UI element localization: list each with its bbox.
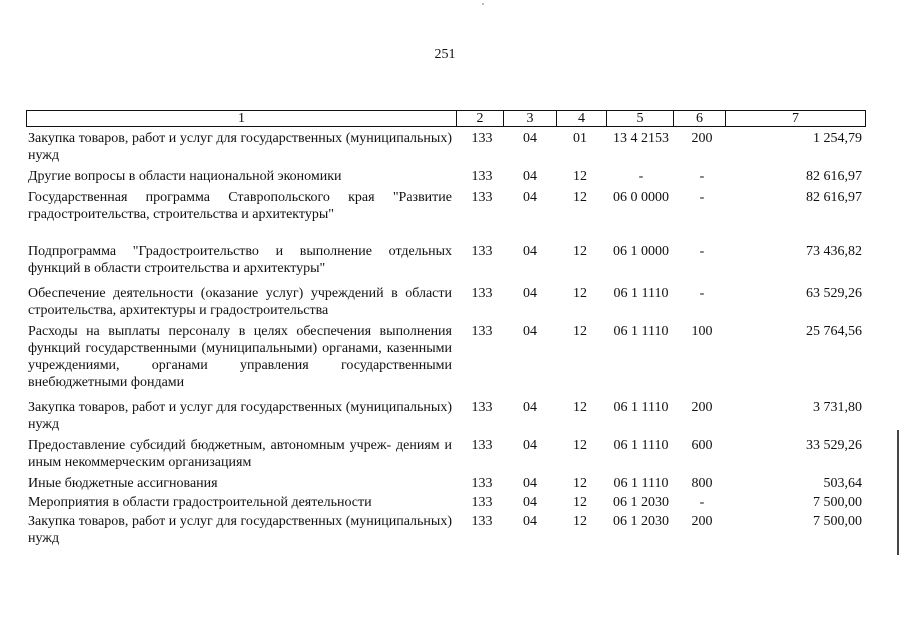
row-expense-type: -	[699, 495, 705, 510]
row-amount: 503,64	[823, 476, 862, 491]
row-subsection: 12	[573, 324, 587, 339]
row-name: Предоставление субсидий бюджетным, автономным учреж- дениям и иным некоммерческим организациям	[28, 438, 452, 470]
row-expense-type: 200	[691, 400, 713, 415]
header-col-5: 5	[607, 111, 674, 126]
table-row	[28, 494, 868, 513]
row-name: Закупка товаров, работ и услуг для государственных (муниципальных) нужд	[28, 514, 452, 546]
row-subsection: 12	[573, 190, 587, 205]
scan-artifact-dot	[482, 3, 484, 5]
row-target-code: -	[638, 169, 644, 184]
page-number: 251	[434, 47, 456, 62]
table-row	[28, 437, 868, 475]
row-target-code: 13 4 2153	[613, 131, 669, 146]
table-row	[28, 323, 868, 399]
table-row	[28, 130, 868, 168]
row-amount: 73 436,82	[806, 244, 862, 259]
row-expense-type: 800	[691, 476, 713, 491]
row-target-code: 06 1 1110	[613, 324, 669, 339]
row-name: Иные бюджетные ассигнования	[28, 476, 218, 491]
row-amount: 82 616,97	[806, 169, 862, 184]
row-name: Подпрограмма "Градостроительство и выполнение отдельных функций в области строительства и архитектуры"	[28, 244, 452, 276]
row-admin-code: 133	[471, 190, 493, 205]
row-name: Мероприятия в области градостроительной деятельности	[28, 495, 372, 510]
row-amount: 33 529,26	[806, 438, 862, 453]
row-amount: 82 616,97	[806, 190, 862, 205]
header-col-3: 3	[504, 111, 557, 126]
table-row	[28, 285, 868, 323]
row-expense-type: -	[699, 244, 705, 259]
row-target-code: 06 1 2030	[613, 514, 669, 529]
row-subsection: 12	[573, 476, 587, 491]
row-admin-code: 133	[471, 244, 493, 259]
row-admin-code: 133	[471, 514, 493, 529]
row-name: Расходы на выплаты персоналу в целях обеспечения выполнения функций государственными (муниципальными) органами, казенными учреждениями, органами управления государственными внебюджетными фондами	[28, 324, 452, 390]
row-amount: 3 731,80	[813, 400, 862, 415]
row-section: 04	[523, 244, 537, 259]
row-name: Закупка товаров, работ и услуг для государственных (муниципальных) нужд	[28, 131, 452, 163]
row-section: 04	[523, 514, 537, 529]
row-amount: 7 500,00	[813, 495, 862, 510]
header-col-2: 2	[457, 111, 504, 126]
row-target-code: 06 1 1110	[613, 438, 669, 453]
header-col-1: 1	[27, 111, 457, 126]
row-subsection: 12	[573, 244, 587, 259]
row-name: Обеспечение деятельности (оказание услуг) учреждений в области строительства, архитектуры и градостроительства	[28, 286, 452, 318]
row-name: Государственная программа Ставропольского края "Развитие градостроительства, строительства и архитектуры"	[28, 190, 452, 222]
table-row	[28, 475, 868, 494]
table-row	[28, 168, 868, 189]
header-col-6: 6	[674, 111, 726, 126]
table-row	[28, 513, 868, 551]
table-row	[28, 243, 868, 285]
table-row	[28, 399, 868, 437]
header-col-7: 7	[792, 111, 799, 126]
row-admin-code: 133	[471, 476, 493, 491]
header-col-4: 4	[557, 111, 607, 126]
row-admin-code: 133	[471, 169, 493, 184]
row-expense-type: -	[699, 286, 705, 301]
row-section: 04	[523, 495, 537, 510]
row-section: 04	[523, 131, 537, 146]
row-subsection: 01	[573, 131, 587, 146]
row-amount: 63 529,26	[806, 286, 862, 301]
row-expense-type: 100	[691, 324, 713, 339]
row-admin-code: 133	[471, 400, 493, 415]
row-section: 04	[523, 190, 537, 205]
row-admin-code: 133	[471, 495, 493, 510]
table-row	[28, 189, 868, 243]
row-name: Закупка товаров, работ и услуг для государственных (муниципальных) нужд	[28, 400, 452, 432]
row-section: 04	[523, 438, 537, 453]
row-subsection: 12	[573, 514, 587, 529]
row-amount: 7 500,00	[813, 514, 862, 529]
table-body	[28, 130, 868, 551]
row-name: Другие вопросы в области национальной экономики	[28, 169, 342, 184]
row-subsection: 12	[573, 495, 587, 510]
row-subsection: 12	[573, 438, 587, 453]
row-expense-type: -	[699, 169, 705, 184]
table-header	[26, 110, 866, 127]
row-subsection: 12	[573, 400, 587, 415]
row-section: 04	[523, 286, 537, 301]
row-admin-code: 133	[471, 131, 493, 146]
row-section: 04	[523, 324, 537, 339]
row-section: 04	[523, 169, 537, 184]
row-target-code: 06 1 1110	[613, 286, 669, 301]
row-admin-code: 133	[471, 438, 493, 453]
row-target-code: 06 1 1110	[613, 400, 669, 415]
row-expense-type: 200	[691, 514, 713, 529]
scan-artifact-line	[897, 430, 899, 555]
row-section: 04	[523, 476, 537, 491]
row-subsection: 12	[573, 286, 587, 301]
row-target-code: 06 1 0000	[613, 244, 669, 259]
row-admin-code: 133	[471, 286, 493, 301]
row-expense-type: 600	[691, 438, 713, 453]
row-target-code: 06 1 1110	[613, 476, 669, 491]
row-target-code: 06 0 0000	[613, 190, 669, 205]
row-amount: 25 764,56	[806, 324, 862, 339]
row-amount: 1 254,79	[813, 131, 862, 146]
row-expense-type: 200	[691, 131, 713, 146]
row-target-code: 06 1 2030	[613, 495, 669, 510]
row-subsection: 12	[573, 169, 587, 184]
row-section: 04	[523, 400, 537, 415]
row-expense-type: -	[699, 190, 705, 205]
row-admin-code: 133	[471, 324, 493, 339]
